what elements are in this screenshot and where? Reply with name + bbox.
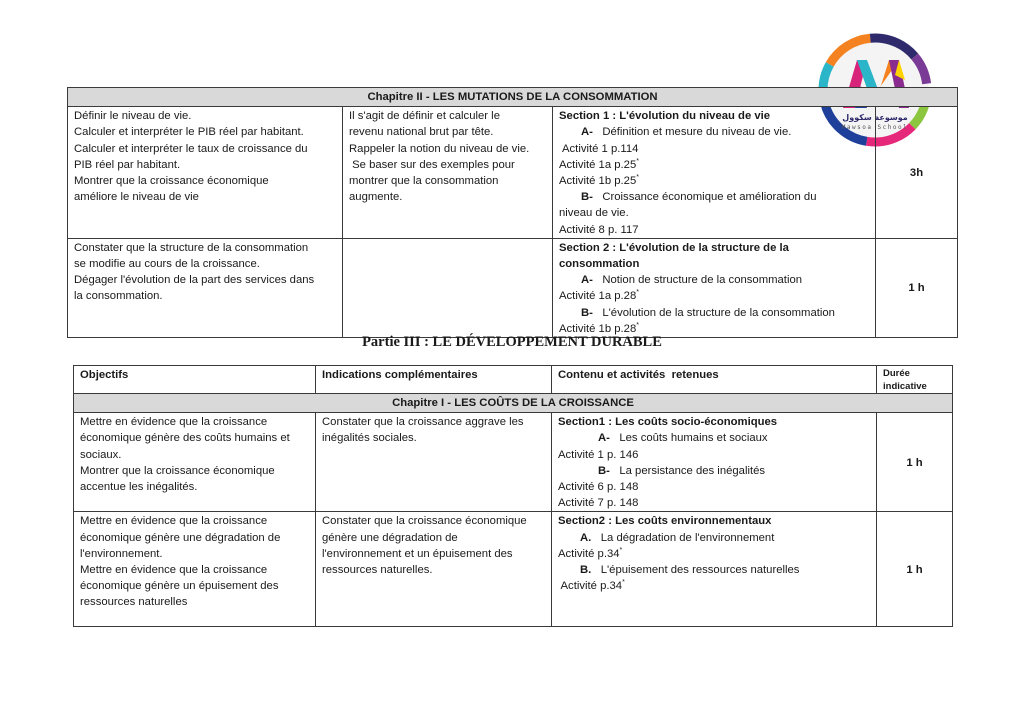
indication-line: l'environnement et un épuisement des [322, 547, 513, 560]
indication-line: génère une dégradation de [322, 531, 458, 544]
objectifs-cell [68, 238, 343, 337]
subsection-label: B- [581, 191, 593, 204]
table-row [68, 238, 958, 337]
subsection-label: A. [580, 531, 592, 544]
subsection-label: A- [581, 274, 593, 287]
activity: Activité p.34 [558, 580, 623, 593]
objectif-line: Montrer que la croissance économique [74, 175, 269, 188]
activity: Activité 7 p. 148 [558, 497, 639, 510]
svg-text:Mawsoa School: Mawsoa School [841, 124, 909, 131]
table-row [74, 512, 953, 627]
objectif-line: Constater que la structure de la consommation [74, 241, 309, 254]
section-title: Section 1 : L'évolution du niveau de vie [559, 110, 771, 123]
activity: Activité 1a p.28 [559, 290, 637, 303]
objectif-line: économique génère un épuisement des [80, 580, 279, 593]
contenu-cell [553, 238, 876, 337]
objectif-line: Mettre en évidence que la croissance [80, 416, 268, 429]
duree-cell: 3h [876, 107, 958, 239]
indications-cell [343, 107, 553, 239]
header-duree: Durée indicative [877, 366, 953, 394]
subsection-text: L'épuisement des ressources naturelles [600, 564, 800, 577]
duree-cell: 1 h [876, 238, 958, 337]
activity: Activité 1b p.25 [559, 175, 637, 188]
table-row [74, 413, 953, 512]
subsection-label: B- [581, 306, 593, 319]
activity: Activité 1 p. 146 [558, 448, 639, 461]
indication-line: Se baser sur des exemples pour [349, 158, 515, 171]
objectif-line: PIB réel par habitant. [74, 158, 181, 171]
partie-title: Partie III : LE DÉVELOPPEMENT DURABLE [362, 334, 662, 350]
header-indications: Indications complémentaires [316, 366, 552, 394]
section-title: Section 2 : L'évolution de la structure de la [559, 241, 789, 254]
objectif-line: Montrer que la croissance économique [80, 464, 275, 477]
activity: Activité p.34 [558, 547, 620, 560]
objectif-line: Mettre en évidence que la croissance [80, 515, 268, 528]
contenu-cell [552, 413, 877, 512]
indications-cell [316, 413, 552, 512]
indication-line: Constater que la croissance aggrave les [322, 416, 524, 429]
table-row [68, 107, 958, 239]
chapter-1-table [73, 365, 953, 627]
objectif-line: Dégager l'évolution de la part des services dans [74, 274, 315, 287]
indications-cell [343, 238, 553, 337]
subsection-text: La persistance des inégalités [619, 464, 766, 477]
section-title: Section2 : Les coûts environnementaux [558, 515, 772, 528]
section-title: Section1 : Les coûts socio-économiques [558, 416, 778, 429]
indication-line: Rappeler la notion du niveau de vie. [349, 142, 530, 155]
objectif-line: Mettre en évidence que la croissance [80, 564, 268, 577]
objectif-line: sociaux. [80, 448, 122, 461]
section-title: consommation [559, 258, 640, 271]
subsection-text: Croissance économique et amélioration du [602, 191, 817, 204]
subsection-label: A- [581, 126, 593, 139]
subsection-label: A- [598, 432, 610, 445]
footnote-mark: * [622, 579, 625, 587]
subsection-text: L'évolution de la structure de la consommation [602, 306, 835, 319]
indication-line: ressources naturelles. [322, 564, 433, 577]
subsection-text: Les coûts humains et sociaux [619, 432, 768, 445]
footnote-mark: * [636, 289, 639, 297]
footnote-mark: * [619, 547, 623, 555]
chapter-band [74, 394, 953, 413]
objectif-line: accentue les inégalités. [80, 481, 198, 494]
chapter-title: Chapitre I - LES COÛTS DE LA CROISSANCE [74, 394, 953, 413]
chapter-title: Chapitre II - LES MUTATIONS DE LA CONSOMMATION [68, 88, 958, 107]
objectifs-cell [74, 413, 316, 512]
indication-line: Il s'agit de définir et calculer le [349, 110, 500, 123]
header-contenu: Contenu et activités retenues [552, 366, 877, 394]
contenu-cell [552, 512, 877, 627]
objectif-line: économique génère des coûts humains et [80, 432, 290, 445]
activity: Activité 1a p.25 [559, 158, 637, 171]
contenu-cell [553, 107, 876, 239]
subsection-label: B- [598, 464, 610, 477]
indication-line: montrer que la consommation [349, 175, 499, 188]
header-objectifs: Objectifs [74, 366, 316, 394]
table-header-row [74, 366, 953, 394]
objectifs-cell [74, 512, 316, 627]
objectif-line: l'environnement. [80, 547, 163, 560]
objectif-line: améliore le niveau de vie [74, 191, 199, 204]
activity: Activité 6 p. 148 [558, 481, 639, 494]
objectif-line: économique génère une dégradation de [80, 531, 281, 544]
objectif-line: Calculer et interpréter le PIB réel par habitant. [74, 126, 304, 139]
subsection-label: B. [580, 564, 592, 577]
footnote-mark: * [636, 174, 639, 182]
chapter-2-table [67, 87, 958, 338]
activity: Activité 8 p. 117 [559, 223, 639, 236]
activity: Activité 1b p.28 [559, 322, 637, 335]
indications-cell [316, 512, 552, 627]
chapter-band [68, 88, 958, 107]
subsection-text: Définition et mesure du niveau de vie. [602, 126, 792, 139]
objectifs-cell [68, 107, 343, 239]
objectif-line: Définir le niveau de vie. [74, 110, 192, 123]
indication-line: augmente. [349, 191, 403, 204]
objectif-line: ressources naturelles [80, 596, 188, 609]
subsection-text: niveau de vie. [559, 207, 629, 220]
objectif-line: Calculer et interpréter le taux de croissance du [74, 142, 308, 155]
activity: Activité 1 p.114 [562, 142, 639, 155]
indication-line: inégalités sociales. [322, 432, 417, 445]
indication-line: revenu national brut par tête. [349, 126, 494, 139]
duree-cell: 1 h [877, 413, 953, 512]
duree-cell: 1 h [877, 512, 953, 627]
subsection-text: Notion de structure de la consommation [602, 274, 803, 287]
footnote-mark: * [636, 322, 639, 330]
objectif-line: se modifie au cours de la croissance. [74, 258, 260, 271]
svg-text:موسوعة سكوول: موسوعة سكوول [842, 113, 908, 122]
objectif-line: la consommation. [74, 290, 163, 303]
footnote-mark: * [636, 158, 639, 166]
subsection-text: La dégradation de l'environnement [600, 531, 775, 544]
indication-line: Constater que la croissance économique [322, 515, 527, 528]
